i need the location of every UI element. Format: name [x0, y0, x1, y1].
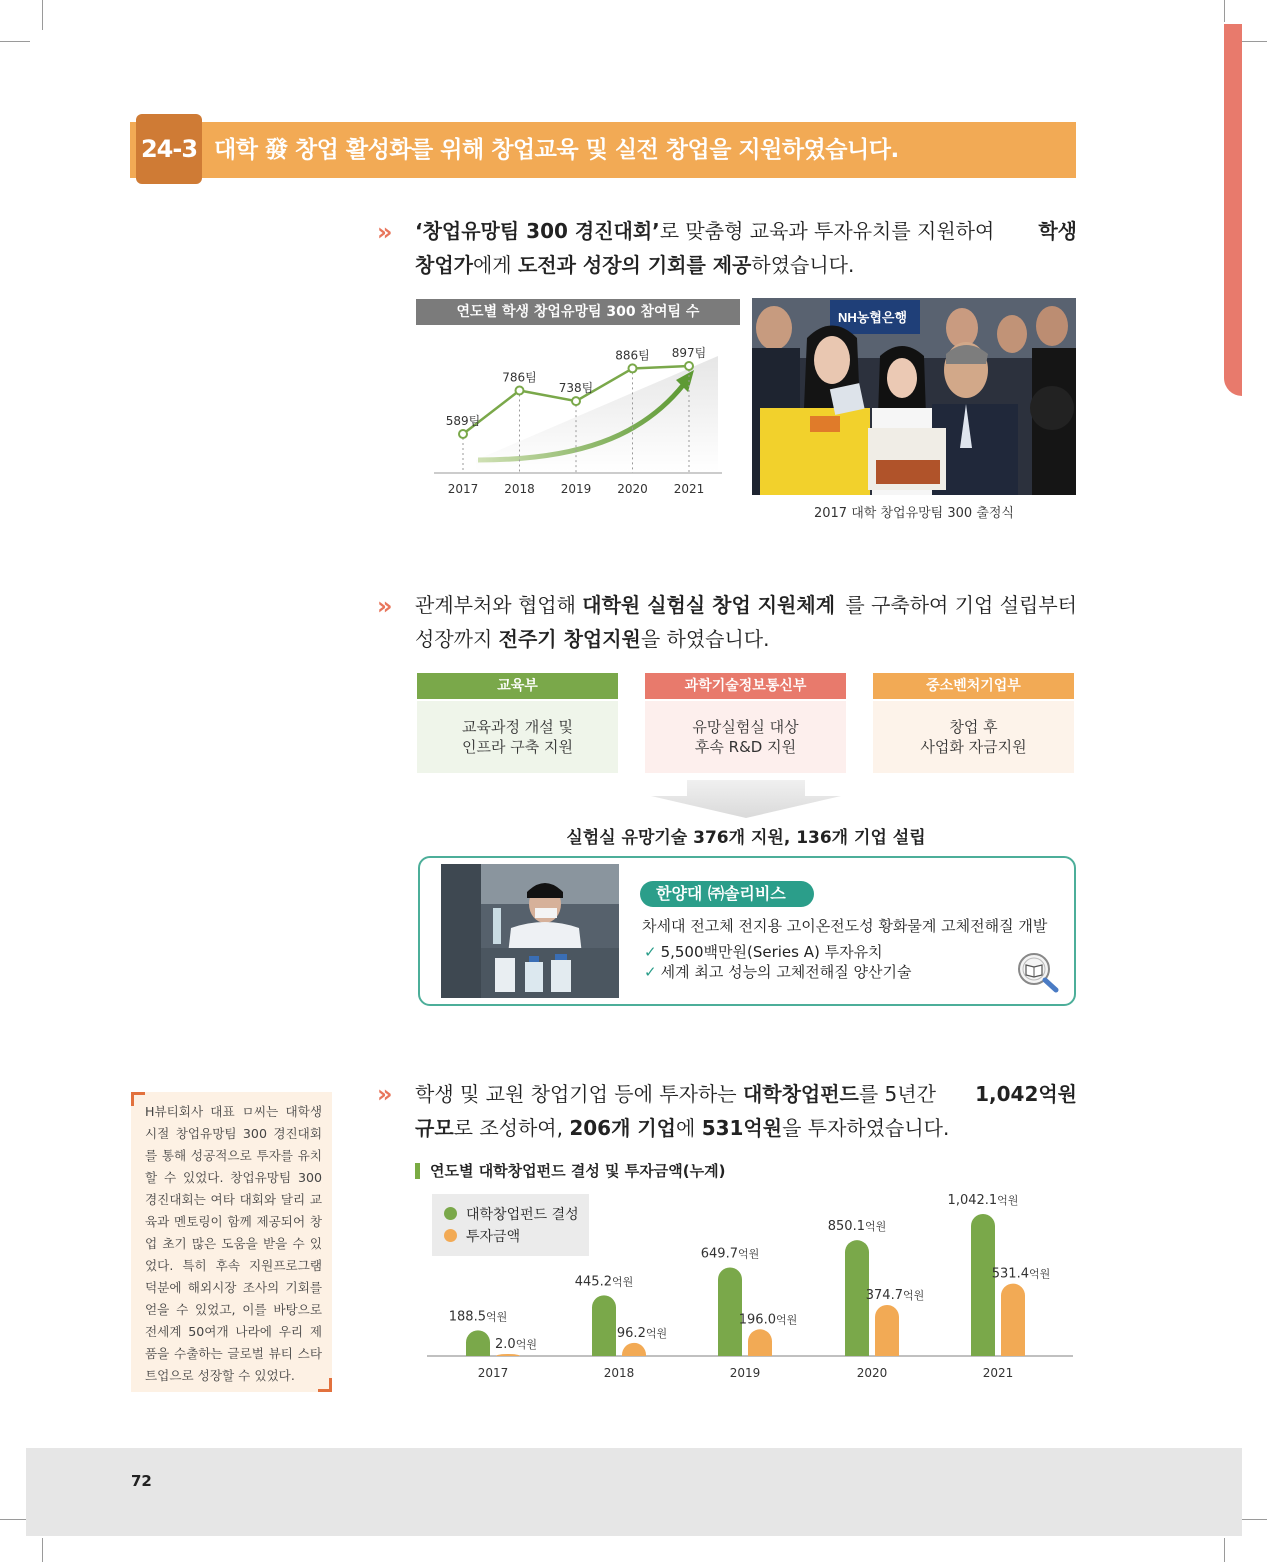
intro-paragraph-3: 학생 및 교원 창업기업 등에 투자하는 대학창업펀드를 5년간 1,042억원 규모로 조성하여, 206개 기업에 531억원을 투자하였습니다.: [415, 1082, 1077, 1140]
double-chevron-icon: »: [377, 1080, 389, 1108]
legend-item-fund: [444, 1204, 579, 1224]
corner-bracket: [131, 1092, 145, 1106]
lab-researcher-photo: [441, 864, 619, 998]
ministry-sme-header: 중소벤처기업부: [873, 673, 1074, 699]
launch-ceremony-photo: [752, 298, 1076, 495]
crop-mark: [1238, 41, 1267, 42]
bar-investment: [622, 1343, 646, 1356]
x-tick-label: 2017: [477, 1366, 509, 1380]
page-footer: [26, 1448, 1242, 1536]
ministry-desc-line: 창업 후: [949, 718, 998, 736]
check-icon: ✓: [644, 943, 657, 961]
data-point: [516, 387, 524, 395]
data-label: 589팀: [445, 414, 481, 428]
crop-mark: [42, 0, 43, 30]
x-tick-label: 2020: [856, 1366, 888, 1380]
bar-value-label: 445.2억원: [574, 1274, 634, 1290]
x-tick-label: 2018: [603, 1366, 635, 1380]
lab-summary-text: 실험실 유망기술 376개 지원, 136개 기업 설립: [566, 828, 926, 848]
bar-value-label: 374.7억원: [865, 1287, 925, 1303]
x-tick-label: 2019: [560, 482, 592, 496]
down-arrow-icon: [651, 780, 841, 820]
bar-chart-title: 연도별 대학창업펀드 결성 및 투자금액(누계): [415, 1163, 725, 1179]
magnifier-book-icon: [1016, 951, 1060, 993]
crop-mark: [1224, 1538, 1225, 1562]
data-label: 897팀: [671, 346, 707, 360]
chapter-edge-tab: [1224, 24, 1242, 396]
page-number: 72: [131, 1472, 152, 1490]
case-item: [644, 961, 912, 982]
chart-legend: [432, 1194, 589, 1256]
bar-fund: [466, 1330, 490, 1356]
bar-value-label: 96.2억원: [616, 1325, 668, 1341]
photo-caption: 2017 대학 창업유망팀 300 출정식: [813, 506, 1014, 521]
bar-fund: [592, 1295, 616, 1356]
legend-item-investment: [444, 1226, 520, 1246]
check-icon: ✓: [644, 963, 657, 981]
x-tick-label: 2019: [729, 1366, 761, 1380]
bar-investment: [496, 1354, 520, 1356]
data-label: 738팀: [558, 381, 594, 396]
ministry-desc-line: 후속 R&D 지원: [694, 738, 797, 756]
intro-paragraph-2: 관계부처와 협업해 대학원 실험실 창업 지원체계 를 구축하여 기업 설립부터 성장까지 전주기 창업지원을 하였습니다.: [415, 593, 1077, 651]
double-chevron-icon: »: [377, 592, 389, 620]
ministry-science-body: [645, 701, 846, 773]
data-point: [685, 362, 693, 370]
bar-value-label: 649.7억원: [700, 1246, 760, 1262]
ministry-desc-line: 유망실험실 대상: [692, 718, 799, 736]
legend-dot-green: [444, 1207, 457, 1220]
bar-fund: [971, 1214, 995, 1356]
bar-value-label: 531.4억원: [991, 1266, 1051, 1282]
participation-line-chart: [416, 328, 726, 498]
data-point: [629, 364, 637, 372]
data-label: 786팀: [502, 370, 537, 385]
x-tick-label: 2017: [447, 482, 479, 496]
intro-paragraph-1: ‘창업유망팀 300 경진대회’로 맞춤형 교육과 투자유치를 지원하여 학생 창업가에게 도전과 성장의 기회를 제공하였습니다.: [415, 219, 1077, 277]
ministry-education-body: [417, 701, 618, 773]
company-description: 차세대 전고체 전지용 고이온전도성 황화물계 고체전해질 개발: [642, 917, 1048, 935]
ministry-sme-body: [873, 701, 1074, 773]
x-tick-label: 2020: [617, 482, 648, 496]
bar-investment: [1001, 1284, 1025, 1356]
section-title: 대학 發 창업 활성화를 위해 창업교육 및 실전 창업을 지원하였습니다.: [214, 137, 899, 163]
bar-value-label: 188.5억원: [448, 1309, 508, 1325]
crop-mark: [1238, 1519, 1267, 1520]
ministry-desc-line: 교육과정 개설 및: [462, 718, 573, 736]
case-item-text: 5,500백만원(Series A) 투자유치: [660, 943, 883, 961]
side-note-text: H뷰티회사 대표 ㅁ씨는 대학생 시절 창업유망팀 300 경진대회를 통해 성공적으로 투자를 유치할 수 있었다. 창업유망팀 300 경진대회는 여타 대회와 달리 교육과 멘토링이 함께 제공되어 창업 초기 많은 도움을 받을 수 있었다. 특히 후속 지원프로그램 덕분에 해외시장 조사의 기회를 얻을 수 있었고, 이를 바탕으로 전세계 50여개 나라에 우리 제품을 수출하는 글로벌 뷰티 스타트업으로 성장할 수 있었다.: [145, 1104, 322, 1383]
ministry-education-header: 교육부: [417, 673, 618, 699]
bar-investment: [748, 1329, 772, 1356]
legend-dot-orange: [444, 1229, 457, 1242]
company-name-pill: 한양대 ㈜솔리비스: [640, 881, 814, 907]
ministry-desc-line: 인프라 구축 지원: [462, 738, 573, 756]
data-point: [459, 430, 467, 438]
svg-text:NH농협은행: NH농협은행: [838, 310, 908, 325]
data-label: 886팀: [615, 348, 650, 363]
double-chevron-icon: »: [377, 218, 389, 246]
crop-mark: [42, 1538, 43, 1562]
legend-label: 투자금액: [466, 1229, 521, 1245]
bar-value-label: 2.0억원: [495, 1337, 537, 1352]
x-tick-label: 2021: [673, 482, 705, 496]
x-tick-label: 2018: [504, 482, 535, 496]
section-number-badge: 24-3: [136, 114, 202, 184]
bar-investment: [875, 1305, 899, 1356]
bar-value-label: 196.0억원: [738, 1312, 798, 1328]
bar-value-label: 850.1억원: [827, 1219, 887, 1235]
crop-mark: [0, 41, 30, 42]
ministry-science-header: 과학기술정보통신부: [645, 673, 846, 699]
line-chart-title: 연도별 학생 창업유망팀 300 참여팀 수: [416, 299, 740, 325]
bar-value-label: 1,042.1억원: [947, 1193, 1019, 1208]
case-item-text: 세계 최고 성능의 고체전해질 양산기술: [660, 963, 912, 981]
crop-mark: [1224, 0, 1225, 22]
x-tick-label: 2021: [982, 1366, 1014, 1380]
case-item: [644, 941, 883, 962]
legend-label: 대학창업펀드 결성: [466, 1207, 579, 1223]
ministry-desc-line: 사업화 자금지원: [920, 738, 1027, 756]
data-point: [572, 397, 580, 405]
